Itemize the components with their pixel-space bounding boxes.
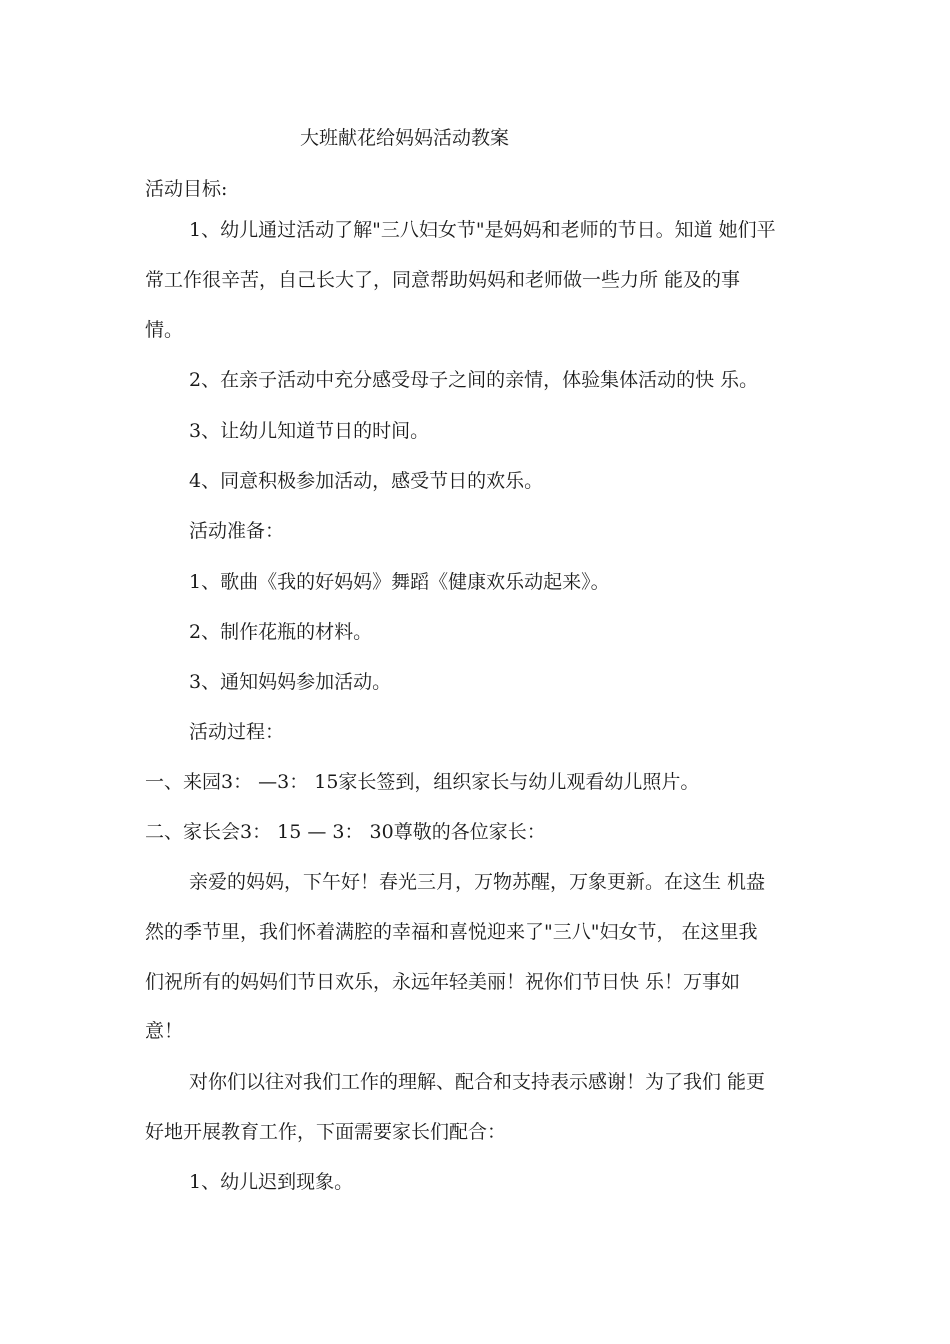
paragraph-line: 意！: [145, 1020, 184, 1042]
section-heading-process: 活动过程：: [189, 721, 285, 743]
section-heading-goals: 活动目标:: [145, 178, 228, 200]
paragraph-line: 3、让幼儿知道节日的时间。: [189, 420, 430, 442]
paragraph-line: 2、在亲子活动中充分感受母子之间的亲情，体验集体活动的快 乐。: [189, 369, 759, 391]
paragraph-line: 好地开展教育工作，下面需要家长们配合：: [145, 1121, 507, 1143]
paragraph-line: 2、制作花瓶的材料。: [189, 621, 373, 643]
paragraph-line: 们祝所有的妈妈们节日欢乐，永远年轻美丽！祝你们节日快 乐！万事如: [145, 971, 741, 993]
document-title: 大班献花给妈妈活动教案: [300, 127, 510, 149]
section-heading-preparation: 活动准备：: [189, 520, 285, 542]
paragraph-line: 情。: [145, 319, 184, 341]
paragraph-line: 3、通知妈妈参加活动。: [189, 671, 392, 693]
paragraph-line: 然的季节里，我们怀着满腔的幸福和喜悦迎来了"三八"妇女节， 在这里我: [145, 921, 758, 943]
paragraph-line: 4、同意积极参加活动，感受节日的欢乐。: [189, 470, 544, 492]
paragraph-line: 一、来园3： —3： 15家长签到，组织家长与幼儿观看幼儿照片。: [145, 771, 700, 793]
paragraph-line: 对你们以往对我们工作的理解、配合和支持表示感谢！为了我们 能更: [189, 1071, 766, 1093]
paragraph-line: 1、幼儿通过活动了解"三八妇女节"是妈妈和老师的节日。知道 她们平: [189, 219, 776, 241]
paragraph-line: 亲爱的妈妈，下午好！春光三月，万物苏醒，万象更新。在这生 机盎: [189, 871, 766, 893]
paragraph-line: 二、家长会3： 15 — 3： 30尊敬的各位家长：: [145, 821, 546, 843]
paragraph-line: 常工作很辛苦，自己长大了，同意帮助妈妈和老师做一些力所 能及的事: [145, 269, 741, 291]
paragraph-line: 1、歌曲《我的好妈妈》舞蹈《健康欢乐动起来》。: [189, 571, 610, 593]
paragraph-line: 1、幼儿迟到现象。: [189, 1171, 354, 1193]
